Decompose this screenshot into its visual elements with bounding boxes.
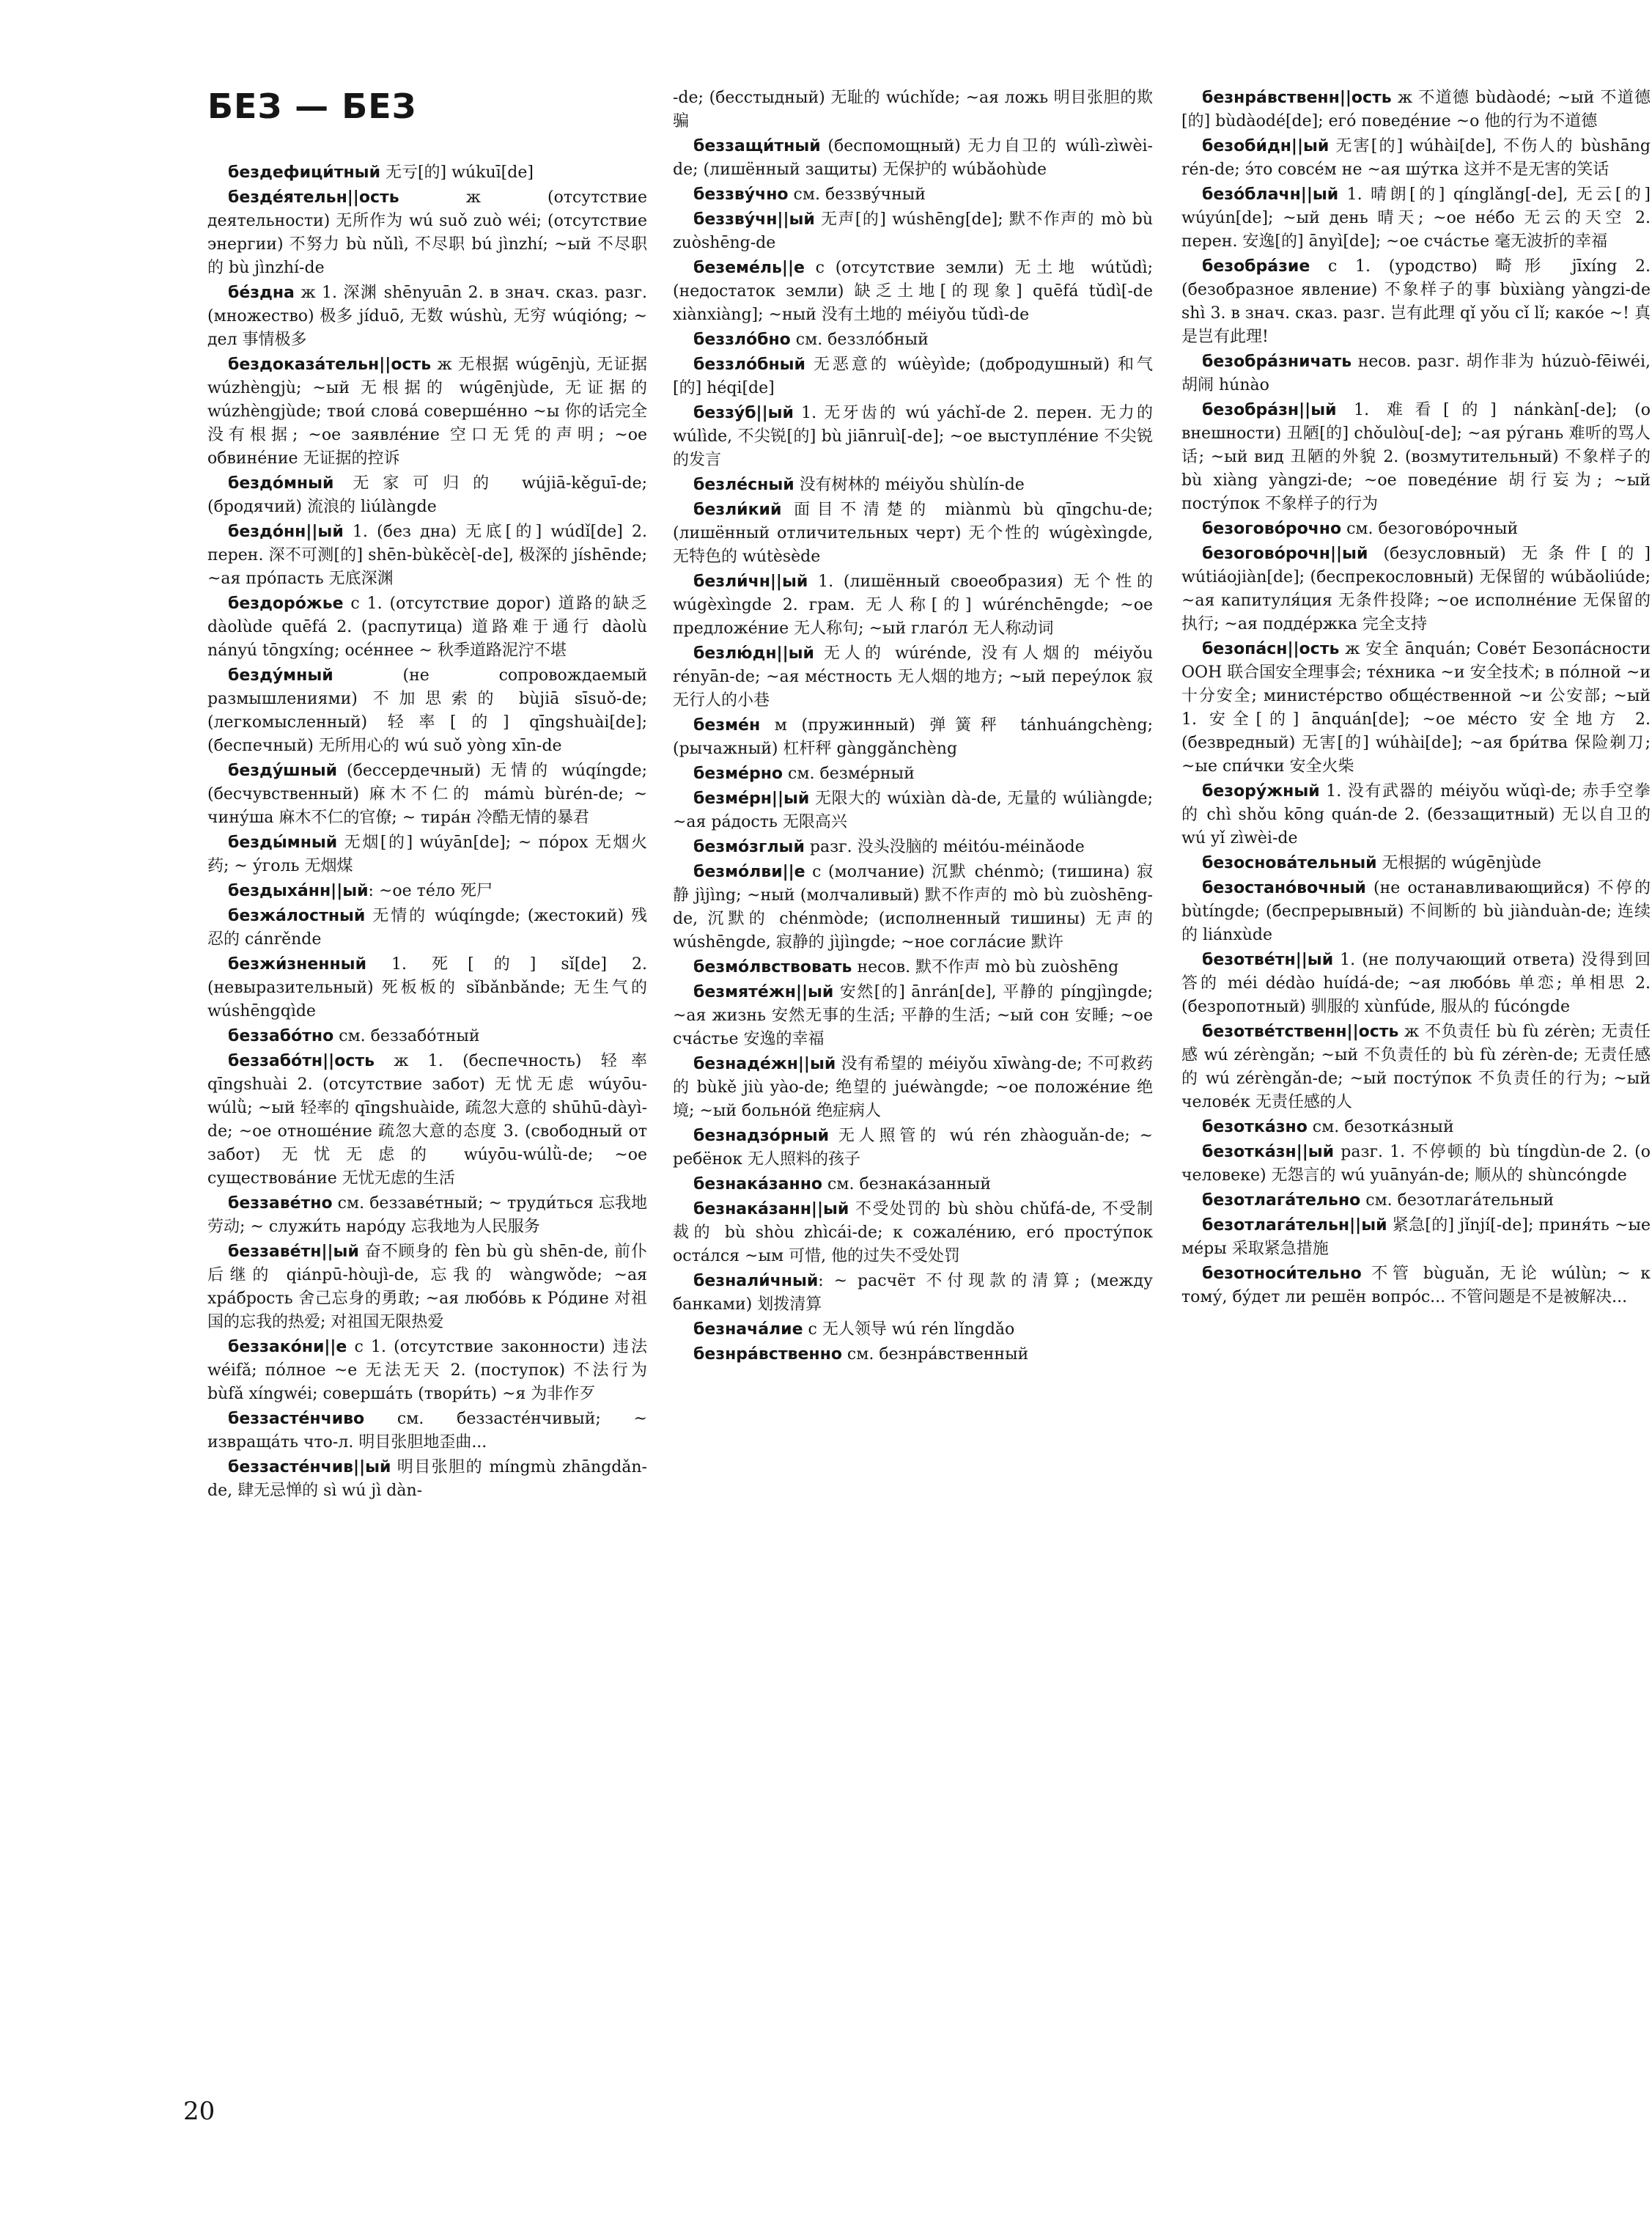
dictionary-entry bbox=[1181, 542, 1651, 636]
entry-headword: безме́н bbox=[693, 716, 761, 735]
entry-headword: безжи́зненный bbox=[228, 955, 366, 974]
entry-headword: безмо́лвствовать bbox=[693, 958, 852, 976]
entry-headword: безобра́зн||ый bbox=[1202, 401, 1337, 419]
entry-headword: безотлага́тельно bbox=[1202, 1191, 1361, 1210]
entry-definition: (беспомощный) 无力自卫的 wúlì-zìwèi-de; (лишённый защиты) 无保护的 wúbǎohùde bbox=[673, 137, 1153, 179]
dictionary-entry bbox=[207, 1408, 647, 1454]
dictionary-entry bbox=[1181, 1214, 1651, 1261]
dictionary-entry bbox=[1181, 1189, 1651, 1213]
entry-definition: см. безогово́рочный bbox=[1341, 520, 1519, 538]
dictionary-entry bbox=[673, 1053, 1153, 1123]
running-header: БЕЗ — БЕЗ bbox=[207, 87, 417, 126]
entry-headword: безнака́занн||ый bbox=[693, 1200, 849, 1218]
entry-headword: беззву́чн||ый bbox=[693, 210, 815, 229]
entry-definition: с (молчание) 沉默 chénmò; (тишина) 寂静 jìjìng; ~ный (молчаливый) 默不作声的 mò bù zuòshēng-de, 沉默的 chénmòde; (исполненный тишины) 无声的 wúshēngde, 寂静的 jìjìngde; ~ное согла́сие 默许 bbox=[673, 863, 1153, 952]
dictionary-entry bbox=[673, 135, 1153, 182]
entry-definition: -de; (бесстыдный) 无耻的 wúchǐde; ~ая ложь 明目张胆的欺骗 bbox=[673, 89, 1153, 130]
entry-headword: беззаве́тно bbox=[228, 1194, 333, 1213]
entry-headword: безли́кий bbox=[693, 501, 782, 519]
entry-headword: безотлага́тельн||ый bbox=[1202, 1216, 1387, 1235]
dictionary-entry bbox=[1181, 399, 1651, 516]
entry-headword: безжа́лостный bbox=[228, 907, 366, 925]
entry-headword: беззасте́нчив||ый bbox=[228, 1458, 391, 1476]
entry-headword: бездыха́нн||ый bbox=[228, 882, 369, 900]
dictionary-entry bbox=[673, 836, 1153, 859]
entry-definition: 无人的 wúrénde, 没有人烟的 méiyǒu rényān-de; ~ая ме́стность 无人烟的地方; ~ый переу́лок 寂无行人的小巷 bbox=[673, 644, 1153, 710]
dictionary-entry bbox=[207, 1456, 647, 1503]
entry-headword: беззаве́тн||ый bbox=[228, 1243, 359, 1261]
entry-definition: 无家可归的 wújiā-kěguī-de; (бродячий) 流浪的 liúlàngde bbox=[207, 474, 647, 516]
entry-headword: безнра́вственн||ость bbox=[1202, 89, 1392, 107]
entry-headword: безде́ятельн||ость bbox=[228, 188, 399, 207]
dictionary-entry bbox=[673, 183, 1153, 207]
dictionary-entry bbox=[207, 592, 647, 663]
dictionary-entry bbox=[1181, 1141, 1651, 1188]
entry-headword: безнра́вственно bbox=[693, 1345, 842, 1364]
entry-definition: см. безотка́зный bbox=[1307, 1118, 1454, 1136]
entry-headword: безле́сный bbox=[693, 476, 794, 494]
column-left bbox=[207, 161, 647, 1504]
column-middle bbox=[673, 87, 1153, 1368]
entry-definition: ж 无根据 wúgēnjù, 无证据 wúzhèngjù; ~ый 无根据的 wúgēnjùde, 无证据的 wúzhèngjùde; твои́ слова́ соверше́нно ~ы 你的话完全没有根据; ~ое заявле́ние 空口无凭的声明; ~ое обвине́ние 无证据的控诉 bbox=[207, 356, 647, 468]
entry-definition: см. беззаве́тный; ~ труди́ться 忘我地劳动; ~ служи́ть наро́ду 忘我地为人民服务 bbox=[207, 1194, 647, 1236]
entry-definition: м (пружинный) 弹簧秤 tánhuángchèng; (рычажный) 杠杆秤 gànggǎnchèng bbox=[673, 716, 1153, 758]
entry-headword: беззабо́тно bbox=[228, 1027, 334, 1045]
entry-definition: разг. 没头没脑的 méitóu-méinǎode bbox=[804, 838, 1085, 856]
dictionary-entry bbox=[673, 714, 1153, 761]
dictionary-entry bbox=[207, 161, 647, 185]
entry-definition: ж 安全 ānquán; Сове́т Безопа́сности ООН 联合国安全理事会; те́хника ~и 安全技术; в по́лной ~и 十分安全; министе́рство обще́ственной ~и 公安部; ~ый 1. 安全[的] ānquán[de]; ~ое ме́сто 安全地方 2. (безвредный) 无害[的] wúhài[de]; ~ая бри́тва 保险剃刀; ~ые спи́чки 安全火柴 bbox=[1181, 640, 1651, 776]
entry-definition: 无根据的 wúgēnjùde bbox=[1376, 854, 1541, 872]
entry-headword: беззасте́нчиво bbox=[228, 1410, 365, 1428]
dictionary-entry bbox=[207, 880, 647, 903]
page-number: 20 bbox=[183, 2097, 215, 2126]
entry-headword: беззло́бно bbox=[693, 331, 791, 349]
entry-definition: (безусловный) 无条件[的] wútiáojiàn[de]; (беспрекословный) 无保留的 wúbǎoliúde; ~ая капитуля́ция 无条件投降; ~ое исполне́ние 无保留的执行; ~ая подде́ржка 完全支持 bbox=[1181, 545, 1651, 633]
dictionary-entry bbox=[673, 1343, 1153, 1366]
entry-definition: см. безнака́занный bbox=[822, 1175, 991, 1193]
dictionary-entry bbox=[673, 642, 1153, 713]
entry-headword: беззащи́тный bbox=[693, 137, 821, 155]
dictionary-entry bbox=[673, 787, 1153, 834]
entry-headword: безду́мный bbox=[228, 666, 333, 685]
dictionary-entry bbox=[1181, 780, 1651, 850]
entry-definition: см. беззабо́тный bbox=[333, 1027, 480, 1045]
dictionary-entry bbox=[1181, 350, 1651, 397]
entry-headword: безотве́тственн||ость bbox=[1202, 1023, 1399, 1041]
dictionary-entry bbox=[1181, 877, 1651, 947]
dictionary-entry bbox=[1181, 1020, 1651, 1114]
entry-definition: см. беззло́бный bbox=[790, 331, 929, 349]
dictionary-entry bbox=[1181, 1262, 1651, 1309]
dictionary-entry bbox=[673, 87, 1153, 133]
entry-definition: 1. 没有武器的 méiyǒu wǔqì-de; 赤手空拳的 chì shǒu kōng quán-de 2. (беззащитный) 无以自卫的 wú yǐ zìwèi-de bbox=[1181, 782, 1651, 847]
entry-headword: бездо́нн||ый bbox=[228, 523, 344, 541]
entry-definition: (бессердечный) 无情的 wúqíngde; (бесчувственный) 麻木不仁的 mámù bùrén-de; ~ чину́ша 麻木不仁的官僚; ~ тира́н 冷酷无情的暴君 bbox=[207, 762, 647, 827]
entry-definition: ж 不负责任 bù fù zérèn; 无责任感 wú zérèngǎn; ~ый 不负责任的 bù fù zérèn-de; 无责任感的 wú zérèngǎn-de; ~ый посту́пок 不负责任的行为; ~ый челове́к 无责任感的人 bbox=[1181, 1023, 1651, 1111]
entry-definition: с 1. (уродство) 畸形 jīxíng 2. (безобразное явление) 不象样子的事 bùxiàng yàngzi-de shì 3. в знач. сказ. разг. 岂有此理 qǐ yǒu cǐ lǐ; како́е ~! 真是岂有此理! bbox=[1181, 257, 1651, 346]
entry-definition: 明目张胆的 míngmù zhāngdǎn-de, 肆无忌惮的 sì wú jì dàn- bbox=[207, 1458, 647, 1500]
entry-definition: 无恶意的 wúèyìde; (добродушный) 和气[的] héqi[de] bbox=[673, 356, 1153, 397]
dictionary-entry bbox=[207, 186, 647, 280]
dictionary-entry bbox=[207, 353, 647, 471]
entry-headword: бездефици́тный bbox=[228, 163, 380, 182]
dictionary-entry bbox=[207, 282, 647, 352]
entry-definition: несов. разг. 胡作非为 húzuò-fēiwéi, 胡闹 húnào bbox=[1181, 353, 1651, 394]
entry-definition: см. беззву́чный bbox=[788, 185, 926, 204]
entry-headword: безотка́зно bbox=[1202, 1118, 1308, 1136]
entry-headword: безмо́лви||е bbox=[693, 863, 805, 881]
entry-definition: 无情的 wúqíngde; (жестокий) 残忍的 cánrěnde bbox=[207, 907, 647, 949]
dictionary-entry bbox=[673, 1318, 1153, 1342]
entry-headword: безнаде́жн||ый bbox=[693, 1055, 836, 1073]
column-right bbox=[1181, 87, 1651, 1311]
entry-definition: 无声[的] wúshēng[de]; 默不作声的 mò bù zuòshēng-de bbox=[673, 210, 1153, 252]
entry-definition: : ~ расчёт 不付现款的清算; (между банками) 划拨清算 bbox=[673, 1272, 1153, 1314]
entry-headword: безотноси́тельно bbox=[1202, 1265, 1362, 1283]
dictionary-entry bbox=[1181, 87, 1651, 133]
entry-definition: 1. 死[的] sǐ[de] 2. (невыразительный) 死板板的 sǐbǎnbǎnde; 无生气的 wúshēngqìde bbox=[207, 955, 647, 1020]
dictionary-entry bbox=[673, 1125, 1153, 1171]
entry-headword: беззу́б||ый bbox=[693, 404, 794, 422]
entry-definition: ж (отсутствие деятельности) 无所作为 wú suǒ zuò wéi; (отсутствие энергии) 不努力 bù nǔlì, 不尽职 bú jìnzhí; ~ый 不尽职的 bù jìnzhí-de bbox=[207, 188, 647, 277]
dictionary-entry bbox=[1181, 1116, 1651, 1139]
entry-headword: бездо́мный bbox=[228, 474, 334, 493]
entry-definition: 无烟[的] wúyān[de]; ~ по́рох 无烟火药; ~ у́голь 无烟煤 bbox=[207, 834, 647, 875]
entry-headword: безогово́рочн||ый bbox=[1202, 545, 1368, 563]
dictionary-entry bbox=[673, 1198, 1153, 1268]
entry-definition: 没有树林的 méiyǒu shùlín-de bbox=[794, 476, 1025, 494]
entry-headword: безобра́зие bbox=[1202, 257, 1310, 276]
entry-headword: безмо́зглый bbox=[693, 838, 805, 856]
dictionary-entry bbox=[673, 956, 1153, 979]
dictionary-entry bbox=[1181, 638, 1651, 779]
dictionary-entry bbox=[1181, 949, 1651, 1019]
dictionary-entry bbox=[673, 257, 1153, 327]
dictionary-entry bbox=[207, 1336, 647, 1406]
dictionary-entry bbox=[207, 1025, 647, 1048]
entry-definition: : ~ое те́ло 死尸 bbox=[368, 882, 493, 900]
entry-definition: 1. (без дна) 无底[的] wúdǐ[de] 2. перен. 深不可测[的] shēn-bùkěcè[-de], 极深的 jíshēnde; ~ая про́пасть 无底深渊 bbox=[207, 523, 647, 588]
entry-definition: ж 1. 深渊 shēnyuān 2. в знач. сказ. разг. (множество) 极多 jíduō, 无数 wúshù, 无穷 wúqióng; ~ дел 事情极多 bbox=[207, 284, 647, 349]
dictionary-entry bbox=[673, 499, 1153, 569]
dictionary-entry bbox=[673, 1270, 1153, 1317]
entry-definition: см. безотлага́тельный bbox=[1360, 1191, 1555, 1210]
entry-definition: 不受处罚的 bù shòu chǔfá-de, 不受制裁的 bù shòu zhìcái-de; к сожале́нию, его́ просту́пок оста́лся ~ым 可惜, 他的过失不受处罚 bbox=[673, 1200, 1153, 1265]
entry-definition: ж 不道德 bùdàodé; ~ый 不道德[的] bùdàodé[de]; его́ поведе́ние ~о 他的行为不道德 bbox=[1181, 89, 1651, 130]
dictionary-entry bbox=[673, 208, 1153, 255]
entry-headword: безогово́рочно bbox=[1202, 520, 1342, 538]
entry-definition: 没有希望的 méiyǒu xīwàng-de; 不可救药的 bùkě jiù yào-de; 绝望的 juéwàngde; ~ое положе́ние 绝境; ~ый больно́й 绝症病人 bbox=[673, 1055, 1153, 1120]
entry-definition: 安然[的] ānrán[de], 平静的 píngjìngde; ~ая жизнь 安然无事的生活; 平静的生活; ~ый сон 安睡; ~ое сча́стье 安逸的幸福 bbox=[673, 983, 1153, 1048]
entry-definition: с 1. (отсутствие законности) 违法 wéifǎ; по́лное ~е 无法无天 2. (поступок) 不法行为 bùfǎ xíngwéi; соверша́ть (твори́ть) ~я 为非作歹 bbox=[207, 1338, 647, 1403]
entry-definition: 无害[的] wúhài[de], 不伤人的 bùshāng rén-de; э́то совсе́м не ~ая шу́тка 这并不是无害的笑话 bbox=[1181, 137, 1651, 179]
entry-headword: безмяте́жн||ый bbox=[693, 983, 834, 1001]
entry-headword: безме́рн||ый bbox=[693, 790, 810, 808]
dictionary-entry bbox=[207, 664, 647, 758]
entry-headword: безобра́зничать bbox=[1202, 353, 1352, 371]
entry-headword: бе́здна bbox=[228, 284, 295, 302]
dictionary-entry bbox=[1181, 518, 1651, 541]
entry-headword: безду́шный bbox=[228, 762, 338, 780]
dictionary-entry bbox=[207, 953, 647, 1023]
entry-definition: разг. 1. 不停顿的 bù tíngdùn-de 2. (о человеке) 无怨言的 wú yuānyán-de; 顺从的 shùncóngde bbox=[1181, 1143, 1651, 1185]
entry-headword: безлю́дн||ый bbox=[693, 644, 814, 663]
entry-headword: безопа́сн||ость bbox=[1202, 640, 1340, 658]
entry-definition: с 1. (отсутствие дорог) 道路的缺乏 dàolùde quēfá 2. (распутица) 道路难于通行 dàolù nányú tōngxíng; осе́ннее ~ 秋季道路泥泞不堪 bbox=[207, 595, 647, 660]
entry-headword: безли́чн||ый bbox=[693, 573, 808, 591]
entry-headword: бездоказа́тельн||ость bbox=[228, 356, 432, 374]
entry-headword: безоснова́тельный bbox=[1202, 854, 1377, 872]
entry-headword: безо́блачн||ый bbox=[1202, 185, 1339, 204]
entry-definition: см. безме́рный bbox=[783, 765, 915, 783]
entry-definition: 1. 无牙齿的 wú yáchǐ-de 2. перен. 无力的 wúlìde, 不尖锐[的] bù jiānruì[-de]; ~ое выступле́ние 不尖锐的发言 bbox=[673, 404, 1153, 469]
entry-definition: с (отсутствие земли) 无土地 wútǔdì; (недостаток земли) 缺乏土地[的现象] quēfá tǔdì[-de xiànxiàng]; ~ный 没有土地的 méiyǒu tǔdì-de bbox=[673, 259, 1153, 324]
entry-definition: (не сопровождаемый размышлениями) 不加思索的 bùjiā sīsuǒ-de; (легкомысленный) 轻率[的] qīngshuài[de]; (беспечный) 无所用心的 wú suǒ yòng xīn-de bbox=[207, 666, 647, 755]
dictionary-entry bbox=[673, 353, 1153, 400]
entry-definition: несов. 默不作声 mò bù zuòshēng bbox=[852, 958, 1119, 976]
entry-definition: 面目不清楚的 miànmù bù qīngchu-de; (лишённый отличительных черт) 无个性的 wúgèxìngde, 无特色的 wútèsède bbox=[673, 501, 1153, 566]
entry-definition: см. безнра́вственный bbox=[841, 1345, 1029, 1364]
entry-definition: с 无人领导 wú rén lǐngdǎo bbox=[803, 1320, 1015, 1339]
entry-definition: 奋不顾身的 fèn bù gù shēn-de, 前仆后继的 qiánpū-hòujì-de, 忘我的 wàngwǒde; ~ая хра́брость 舍己忘身的勇敢; ~ая любо́вь к Ро́дине 对祖国的忘我的热爱; 对祖国无限热爱 bbox=[207, 1243, 647, 1331]
dictionary-entry bbox=[207, 520, 647, 591]
entry-definition: 1. (лишённый своеобразия) 无个性的 wúgèxìngde 2. грам. 无人称[的] wúrénchēngde; ~ое предложе́ние 无人称句; ~ый глаго́л 无人称动词 bbox=[673, 573, 1153, 638]
dictionary-entry bbox=[673, 1173, 1153, 1196]
entry-headword: беззло́бный bbox=[693, 356, 805, 374]
entry-headword: безостано́вочный bbox=[1202, 879, 1366, 897]
dictionary-entry bbox=[207, 905, 647, 952]
entry-headword: безоби́дн||ый bbox=[1202, 137, 1330, 155]
entry-headword: беззако́ни||е bbox=[228, 1338, 347, 1356]
entry-definition: 紧急[的] jǐnjí[-de]; приня́ть ~ые ме́ры 采取紧急措施 bbox=[1181, 1216, 1651, 1258]
dictionary-entry bbox=[673, 402, 1153, 472]
dictionary-entry bbox=[673, 328, 1153, 352]
entry-headword: беззабо́тн||ость bbox=[228, 1052, 375, 1070]
dictionary-entry bbox=[673, 762, 1153, 786]
dictionary-entry bbox=[207, 759, 647, 830]
entry-definition: 无亏[的] wúkuī[de] bbox=[380, 163, 534, 182]
entry-headword: безнака́занно bbox=[693, 1175, 823, 1193]
entry-headword: безору́жный bbox=[1202, 782, 1320, 801]
entry-definition: 1. 难看[的] nánkàn[-de]; (о внешности) 丑陋[的] chǒulòu[-de]; ~ая ру́гань 难听的骂人话; ~ый вид 丑陋的外貌 2. (возмутительный) 不象样子的 bù xiàng yàngzi-de; ~ое поведе́ние 胡行妄为; ~ый посту́пок 不象样子的行为 bbox=[1181, 401, 1651, 513]
dictionary-entry bbox=[673, 981, 1153, 1051]
dictionary-entry bbox=[207, 831, 647, 878]
entry-definition: см. беззасте́нчивый; ~ извраща́ть что-л. 明目张胆地歪曲... bbox=[207, 1410, 647, 1452]
dictionary-entry bbox=[1181, 852, 1651, 875]
entry-definition: (не останавливающийся) 不停的 bùtíngde; (беспрерывный) 不间断的 bù jiànduàn-de; 连续的 liánxùde bbox=[1181, 879, 1651, 944]
entry-headword: безотве́тн||ый bbox=[1202, 951, 1334, 969]
entry-definition: ж 1. (беспечность) 轻率 qīngshuài 2. (отсутствие забот) 无忧无虑 wúyōu-wúlǜ; ~ый 轻率的 qīngshuàide, 疏忽大意的 shūhū-dàyì-de; ~ое отноше́ние 疏忽大意的态度 3. (свободный от забот) 无忧无虑的 wúyōu-wúlǜ-de; ~ое существова́ние 无忧无虑的生活 bbox=[207, 1052, 647, 1188]
dictionary-entry bbox=[207, 1192, 647, 1239]
dictionary-entry bbox=[673, 861, 1153, 954]
entry-headword: безнача́лие bbox=[693, 1320, 803, 1339]
entry-headword: безотка́зн||ый bbox=[1202, 1143, 1335, 1161]
dictionary-entry bbox=[207, 1240, 647, 1334]
entry-headword: безнали́чный bbox=[693, 1272, 819, 1290]
entry-definition: 无人照管的 wú rén zhàoguǎn-de; ~ ребёнок 无人照料的孩子 bbox=[673, 1127, 1153, 1169]
entry-headword: безды́мный bbox=[228, 834, 338, 852]
dictionary-entry bbox=[1181, 183, 1651, 254]
dictionary-entry bbox=[1181, 255, 1651, 349]
entry-headword: беззву́чно bbox=[693, 185, 789, 204]
entry-headword: безнадзо́рный bbox=[693, 1127, 830, 1145]
entry-headword: беземе́ль||е bbox=[693, 259, 805, 277]
entry-definition: 1. (не получающий ответа) 没得到回答的 méi dédào huídá-de; ~ая любо́вь 单恋; 单相思 2. (безропотный) 驯服的 xùnfúde, 服从的 fúcóngde bbox=[1181, 951, 1651, 1016]
dictionary-entry bbox=[673, 570, 1153, 641]
dictionary-entry bbox=[207, 1050, 647, 1191]
entry-definition: 不管 bùguǎn, 无论 wúlùn; ~ к тому́, бу́дет ли решён вопро́с... 不管问题是不是被解决... bbox=[1181, 1265, 1651, 1306]
entry-definition: 1. 晴朗[的] qínglǎng[-de], 无云[的] wúyún[de]; ~ый день 晴天; ~ое не́бо 无云的天空 2. перен. 安逸[的] ānyì[de]; ~ое сча́стье 毫无波折的幸福 bbox=[1181, 185, 1651, 251]
entry-headword: безме́рно bbox=[693, 765, 783, 783]
entry-definition: 无限大的 wúxiàn dà-de, 无量的 wúliàngde; ~ая ра́дость 无限高兴 bbox=[673, 790, 1153, 831]
dictionary-entry bbox=[1181, 135, 1651, 182]
entry-headword: бездоро́жье bbox=[228, 595, 344, 613]
dictionary-entry bbox=[207, 472, 647, 519]
dictionary-entry bbox=[673, 474, 1153, 497]
